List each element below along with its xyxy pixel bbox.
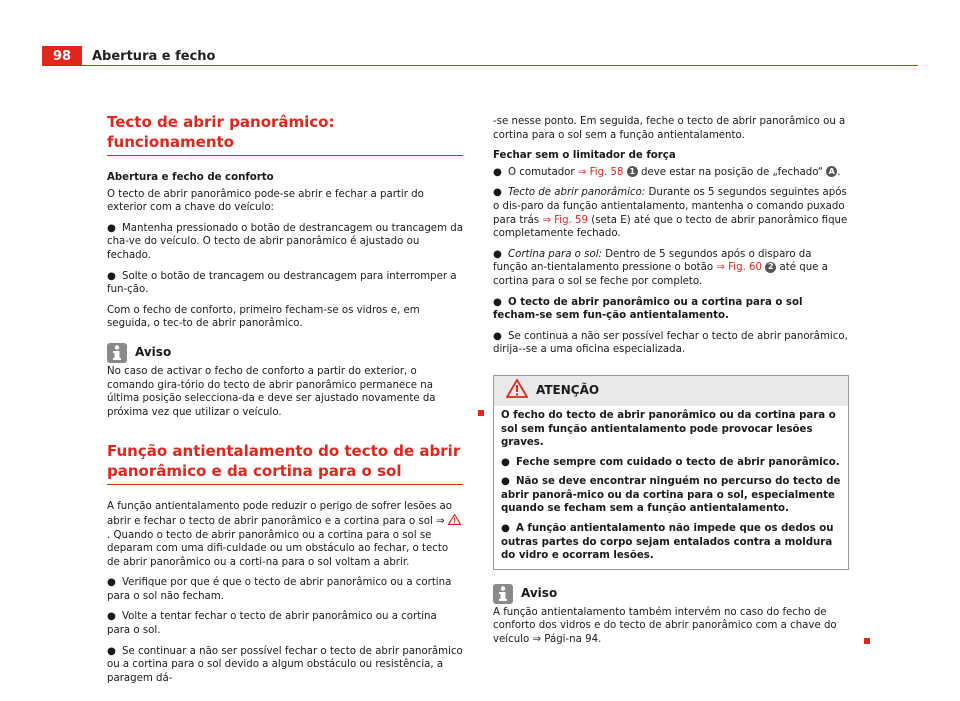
warning-title: ATENÇÃO — [536, 383, 600, 398]
note-header — [493, 584, 849, 604]
text: deve estar na posição de „fechado“ — [637, 166, 827, 178]
subheading-no-force-limiter: Fechar sem o limitador de força — [493, 150, 676, 162]
list-item: ● Volte a tentar fechar o tecto de abrir panorâmico ou a cortina para o sol. — [107, 611, 437, 637]
paragraph: -se nesse ponto. Em seguida, feche o tecto de abrir panorâmico ou a cortina para o sol sem a função antientalamento. — [493, 116, 846, 141]
text: A função antientalamento pode reduzir o perigo de sofrer lesões ao abrir e fechar o tecto de abrir panorâmico e a cortina para o sol ⇒ — [107, 501, 452, 527]
list-item: ● Tecto de abrir panorâmico: Durante os 5 segundos seguintes após o dis-paro da função antientalamento, mantenha o comando puxado para trás ⇒ Fig. 59 (seta E) até que o tecto de abrir panorâmico fique completamente fechado. — [493, 187, 848, 240]
list-item: ● Cortina para o sol: Dentro de 5 segundos após o disparo da função an-tientalamento pressione o botão ⇒ Fig. 60 2 até que a cortina para o sol se feche por completo. — [493, 248, 828, 287]
warning-triangle-icon — [506, 379, 528, 403]
warning-list-item: ● Feche sempre com cuidado o tecto de abrir panorâmico. — [501, 456, 840, 468]
figure-link[interactable]: ⇒ Fig. 58 — [577, 166, 624, 178]
warning-header — [494, 376, 848, 406]
section-end-marker — [864, 638, 870, 644]
warning-list-item: ● Não se deve encontrar ninguém no percurso do tecto de abrir panorâ-mico ou da cortina para o sol, especialmente quando se fecham sem a função antientalamento. — [501, 476, 841, 515]
note-body — [493, 606, 849, 647]
page-number: 98 — [42, 46, 82, 66]
paragraph: Com o fecho de conforto, primeiro fecham-se os vidros e, em seguida, o tec-to de abrir panorâmico. — [107, 304, 420, 330]
warning-list-item: ● A função antientalamento não impede que os dedos ou outras partes do corpo sejam entalados contra a moldura do vidro e ocorram lesões. — [501, 523, 834, 562]
text: Dentro de 5 segundos após o disparo da função an-tientalamento pressione o botão — [493, 248, 812, 274]
list-item: ● Solte o botão de trancagem ou destrancagem para interromper a fun-ção. — [107, 270, 457, 296]
list-item-text: O tecto de abrir panorâmico ou a cortina para o sol fecham-se sem fun-ção antientalamento. — [493, 296, 803, 322]
note-header — [107, 343, 463, 363]
callout-letter: A — [826, 166, 837, 177]
list-item-text: Não se deve encontrar ninguém no percurso do tecto de abrir panorâ-mico ou da cortina para o sol, especialmente quando se fecham sem a função antientalamento. — [501, 476, 841, 515]
callout-number: 2 — [765, 262, 776, 273]
list-item-text: Solte o botão de trancagem ou destrancagem para interromper a fun-ção. — [107, 270, 457, 296]
figure-link[interactable]: ⇒ Fig. 59 — [542, 214, 588, 226]
list-item: ● O tecto de abrir panorâmico ou a cortina para o sol fecham-se sem fun-ção antientalamento. — [493, 296, 803, 322]
warning-triangle-icon — [448, 516, 461, 527]
warning-text: O fecho do tecto de abrir panorâmico ou da cortina para o sol sem função antientalamento pode provocar lesões graves. — [501, 409, 836, 449]
list-item-text: Volte a tentar fechar o tecto de abrir panorâmico ou a cortina para o sol. — [107, 611, 437, 637]
list-item-text: A função antientalamento não impede que os dedos ou outras partes do corpo sejam entalados contra a moldura do vidro e ocorram lesões. — [501, 523, 834, 562]
text: . Quando o tecto de abrir panorâmico ou a cortina para o sol se deparam com uma difi-culdade ou um obstáculo ao fechar, o tecto de abrir panorâmico ou a corti-na para o sol voltam a abrir. — [107, 529, 449, 568]
text: (seta E) até que o tecto de abrir panorâmico fique completamente fechado. — [493, 214, 848, 240]
note-text: A função antientalamento também intervém no caso do fecho de conforto dos vidros e do tecto de abrir panorâmico com a chave do veículo ⇒ Pági-na 94. — [493, 606, 837, 646]
list-item: ● O comutador ⇒ Fig. 58 1 deve estar na posição de „fechado“ A . — [493, 166, 841, 178]
figure-link[interactable]: ⇒ Fig. 60 — [716, 262, 763, 274]
left-column — [107, 112, 463, 685]
list-item-text: Se continuar a não ser possível fechar o tecto de abrir panorâmico ou a cortina para o sol devido a algum obstáculo ou resistência, a paragem dá- — [107, 645, 463, 684]
section-end-marker — [478, 410, 484, 416]
section-title-functioning: Tecto de abrir panorâmico: funcionamento — [107, 112, 463, 156]
warning-body — [494, 406, 848, 569]
text: . — [837, 166, 841, 178]
page-header — [0, 0, 960, 70]
paragraph: O tecto de abrir panorâmico pode-se abrir e fechar a partir do exterior com a chave do veículo: — [107, 188, 424, 214]
warning-box — [493, 375, 849, 570]
list-item: ● Se continua a não ser possível fechar o tecto de abrir panorâmico, dirija--se a uma oficina especializada. — [493, 330, 848, 356]
text: até que a cortina para o sol se feche por completo. — [493, 262, 828, 287]
note-title: Aviso — [135, 345, 172, 360]
subheading-comfort: Abertura e fecho de conforto — [107, 172, 274, 183]
text: Cortina para o sol: — [508, 248, 602, 260]
note-title: Aviso — [521, 586, 558, 601]
paragraph — [107, 500, 463, 569]
list-item-text: Mantenha pressionado o botão de destrancagem ou trancagem da cha-ve do veículo. O tecto de abrir panorâmico é ajustado ou fechado. — [107, 222, 463, 261]
header-rule — [82, 65, 918, 66]
info-icon — [107, 343, 127, 363]
text: Durante os 5 segundos seguintes após o dis-paro da função antientalamento, mantenha o comando puxado para trás — [493, 187, 847, 226]
note-text: No caso de activar o fecho de conforto a partir do exterior, o comando gira-tório do tecto de abrir panorâmico permanece na última posição selecciona-da e deve ser ajustado novamente da próxima vez que utilizar o veículo. — [107, 365, 436, 418]
list-item: ● Se continuar a não ser possível fechar o tecto de abrir panorâmico ou a cortina para o sol devido a algum obstáculo ou resistência, a paragem dá- — [107, 645, 463, 684]
note-body — [107, 365, 463, 419]
text: Tecto de abrir panorâmico: — [508, 187, 646, 199]
list-item-text: Feche sempre com cuidado o tecto de abrir panorâmico. — [516, 456, 840, 468]
list-item: ● Mantenha pressionado o botão de destrancagem ou trancagem da cha-ve do veículo. O tecto de abrir panorâmico é ajustado ou fechado. — [107, 222, 463, 261]
section-title-anti-trap: Função antientalamento do tecto de abrir panorâmico e da cortina para o sol — [107, 441, 463, 485]
info-icon — [493, 584, 513, 604]
list-item-text: Verifique por que é que o tecto de abrir panorâmico ou a cortina para o sol não fecham. — [107, 577, 452, 602]
text: O comutador — [508, 166, 578, 178]
list-item-text: Se continua a não ser possível fechar o tecto de abrir panorâmico, dirija--se a uma oficina especializada. — [493, 330, 848, 356]
right-column — [493, 115, 849, 647]
callout-number: 1 — [627, 166, 638, 177]
list-item: ● Verifique por que é que o tecto de abrir panorâmico ou a cortina para o sol não fecham. — [107, 577, 452, 602]
header-title: Abertura e fecho — [92, 49, 216, 64]
